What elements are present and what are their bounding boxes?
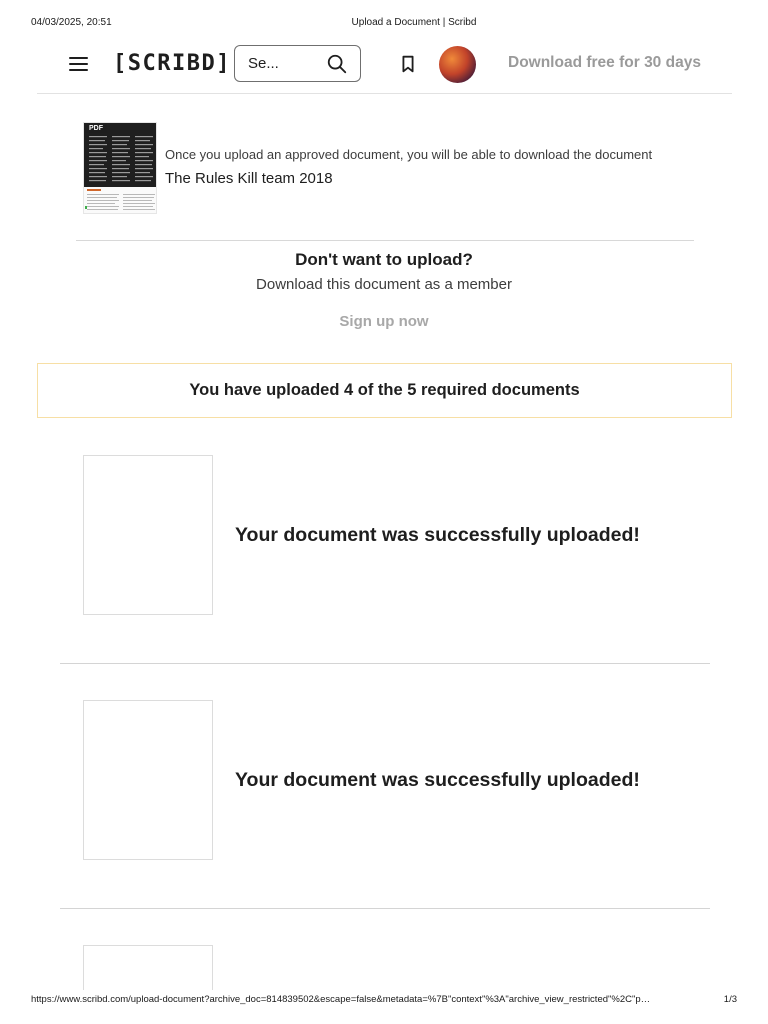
print-url: https://www.scribd.com/upload-document?archive_doc=814839502&escape=false&metadata=%7B"context"%3A"archive_view_restricted"%2C"p… <box>31 994 651 1005</box>
uploaded-document-thumbnail <box>83 455 213 615</box>
document-title[interactable]: The Rules Kill team 2018 <box>165 170 333 187</box>
uploaded-document-item <box>60 945 710 990</box>
print-header <box>31 17 737 31</box>
bookmark-icon[interactable] <box>397 53 419 75</box>
upload-cta <box>0 248 768 332</box>
search-icon[interactable] <box>326 53 348 75</box>
sign-up-button[interactable]: Sign up now <box>339 313 429 330</box>
hamburger-menu-icon[interactable] <box>68 53 90 75</box>
item-divider <box>60 663 710 664</box>
upload-success-message: Your document was successfully uploaded! <box>235 769 640 791</box>
cta-heading: Don't want to upload? <box>295 250 473 269</box>
search-box[interactable] <box>234 45 361 82</box>
upload-progress-text: You have uploaded 4 of the 5 required documents <box>189 381 580 399</box>
print-footer <box>31 994 737 1008</box>
print-date: 04/03/2025, 20:51 <box>31 17 112 28</box>
cta-subheading: Download this document as a member <box>256 276 512 293</box>
uploaded-document-thumbnail <box>83 700 213 860</box>
print-page-number: 1/3 <box>723 994 737 1005</box>
scribd-logo[interactable]: [SCRIBD] <box>113 51 231 76</box>
upload-note: Once you upload an approved document, you will be able to download the document <box>165 147 653 162</box>
print-page-title: Upload a Document | Scribd <box>351 17 477 28</box>
pdf-badge: PDF <box>85 124 107 133</box>
download-free-button[interactable]: Download free for 30 days <box>508 54 701 71</box>
document-thumbnail <box>83 122 157 214</box>
upload-progress-banner <box>37 363 732 418</box>
search-input[interactable] <box>248 46 318 81</box>
item-divider <box>60 908 710 909</box>
user-avatar[interactable] <box>439 46 476 83</box>
uploaded-document-item <box>60 700 710 945</box>
section-divider <box>76 240 694 241</box>
top-navbar <box>37 44 732 94</box>
uploaded-document-item <box>60 455 710 700</box>
uploaded-document-thumbnail <box>83 945 213 990</box>
upload-success-message: Your document was successfully uploaded! <box>235 524 640 546</box>
document-preview <box>83 122 683 218</box>
